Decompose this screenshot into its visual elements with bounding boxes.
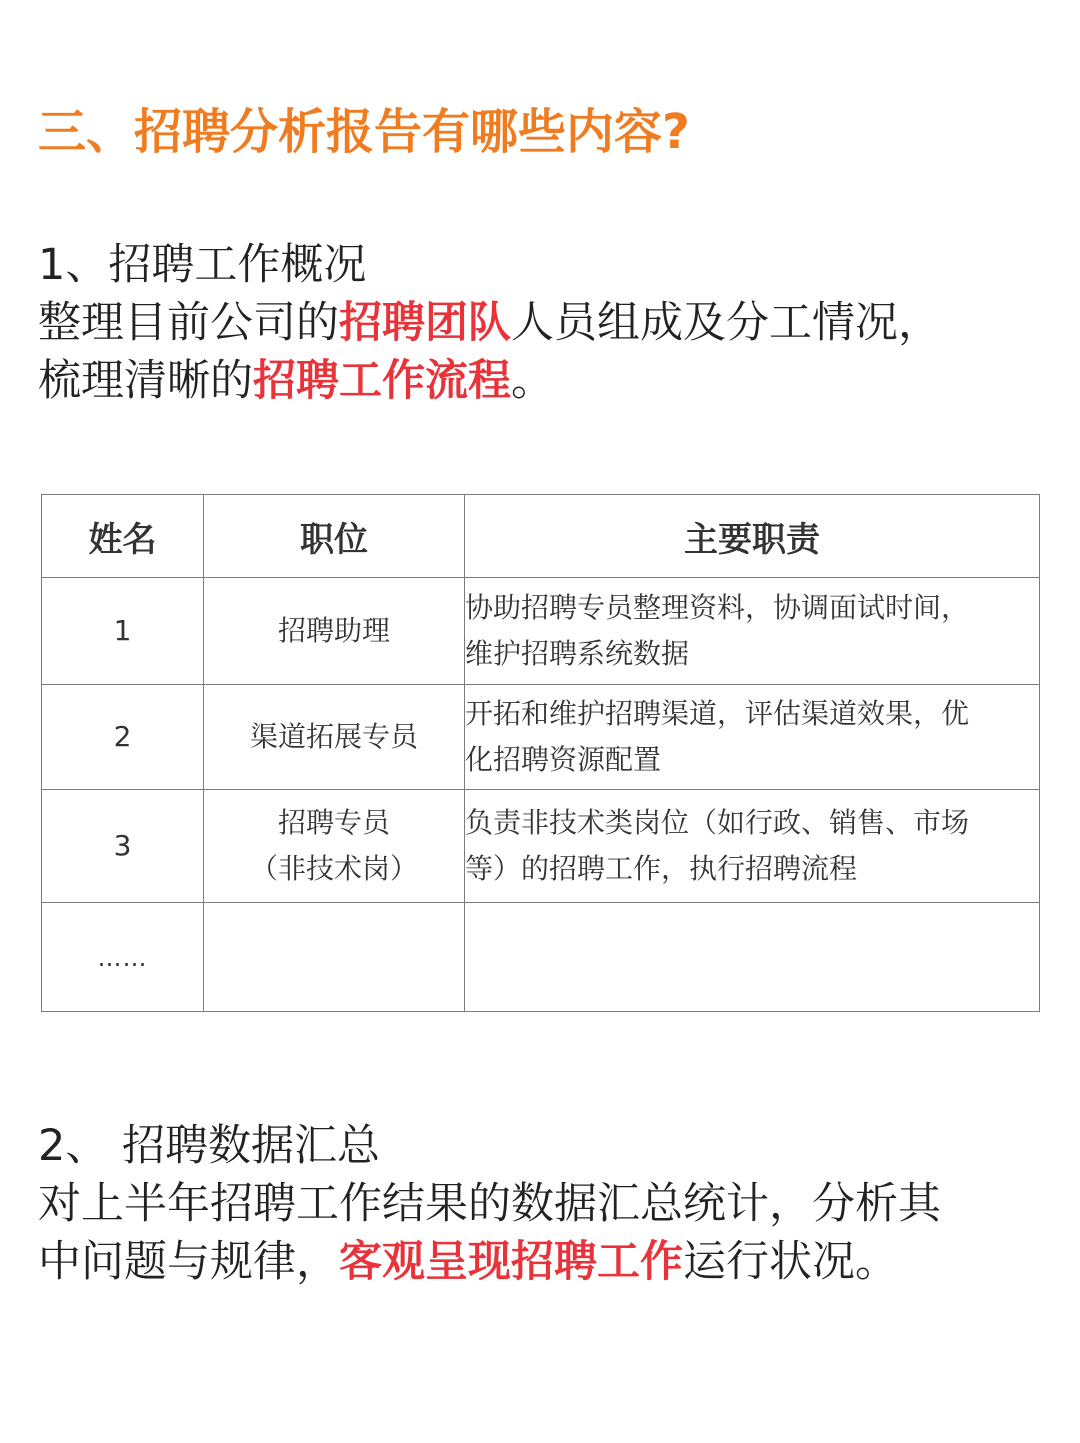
table-header-row [42,495,1040,578]
table-row [42,685,1040,790]
cell-position [204,685,465,790]
highlight-text: 招聘工作流程 [253,356,511,406]
highlight-text: 客观呈现招聘工作 [339,1237,683,1287]
cell-position [204,790,465,903]
cell-position [204,578,465,685]
cell-number: 2 [42,685,204,790]
section-paragraph-line [38,352,941,410]
text-fragment: 。 [511,356,554,406]
duty-line: 等）的招聘工作，执行招聘流程 [465,852,858,885]
text-fragment: 整理目前公司的 [38,298,339,348]
text-fragment: 中问题与规律， [38,1237,339,1287]
table-row [42,790,1040,903]
text-fragment: 梳理清晰的 [38,356,253,406]
table-row [42,903,1040,1012]
column-header-duties: 主要职责 [465,495,1040,578]
text-fragment: 人员组成及分工情况， [511,298,941,348]
column-header-name: 姓名 [42,495,204,578]
recruitment-team-table [41,494,1040,1012]
section-paragraph-line [38,294,941,352]
position-title: 招聘专员 [277,806,390,839]
cell-duties [465,685,1040,790]
cell-duties [465,903,1040,1012]
ellipsis-text: …… [97,943,148,972]
duty-line: 维护招聘系统数据 [465,637,690,670]
column-header-position: 职位 [204,495,465,578]
position-title: 招聘助理 [277,614,390,647]
section-title: 1、招聘工作概况 [38,240,367,290]
table-row [42,578,1040,685]
position-note: （非技术岗） [249,852,418,885]
duty-line: 协助招聘专员整理资料，协调面试时间， [465,591,970,624]
cell-number [42,903,204,1012]
section-paragraph-line [38,1233,941,1291]
cell-number: 3 [42,790,204,903]
section-recruitment-overview [38,236,941,410]
text-fragment: 运行状况。 [683,1237,898,1287]
cell-position [204,903,465,1012]
highlight-text: 招聘团队 [339,298,511,348]
section-paragraph-line: 对上半年招聘工作结果的数据汇总统计，分析其 [38,1179,941,1229]
page-heading: 三、招聘分析报告有哪些内容? [38,104,690,160]
duty-line: 化招聘资源配置 [465,743,662,776]
section-recruitment-data-summary [38,1117,941,1291]
cell-duties [465,578,1040,685]
section-title: 2、 招聘数据汇总 [38,1121,381,1171]
position-title: 渠道拓展专员 [249,720,418,753]
cell-number: 1 [42,578,204,685]
cell-duties [465,790,1040,903]
duty-line: 负责非技术类岗位（如行政、销售、市场 [465,806,970,839]
duty-line: 开拓和维护招聘渠道，评估渠道效果，优 [465,697,970,730]
